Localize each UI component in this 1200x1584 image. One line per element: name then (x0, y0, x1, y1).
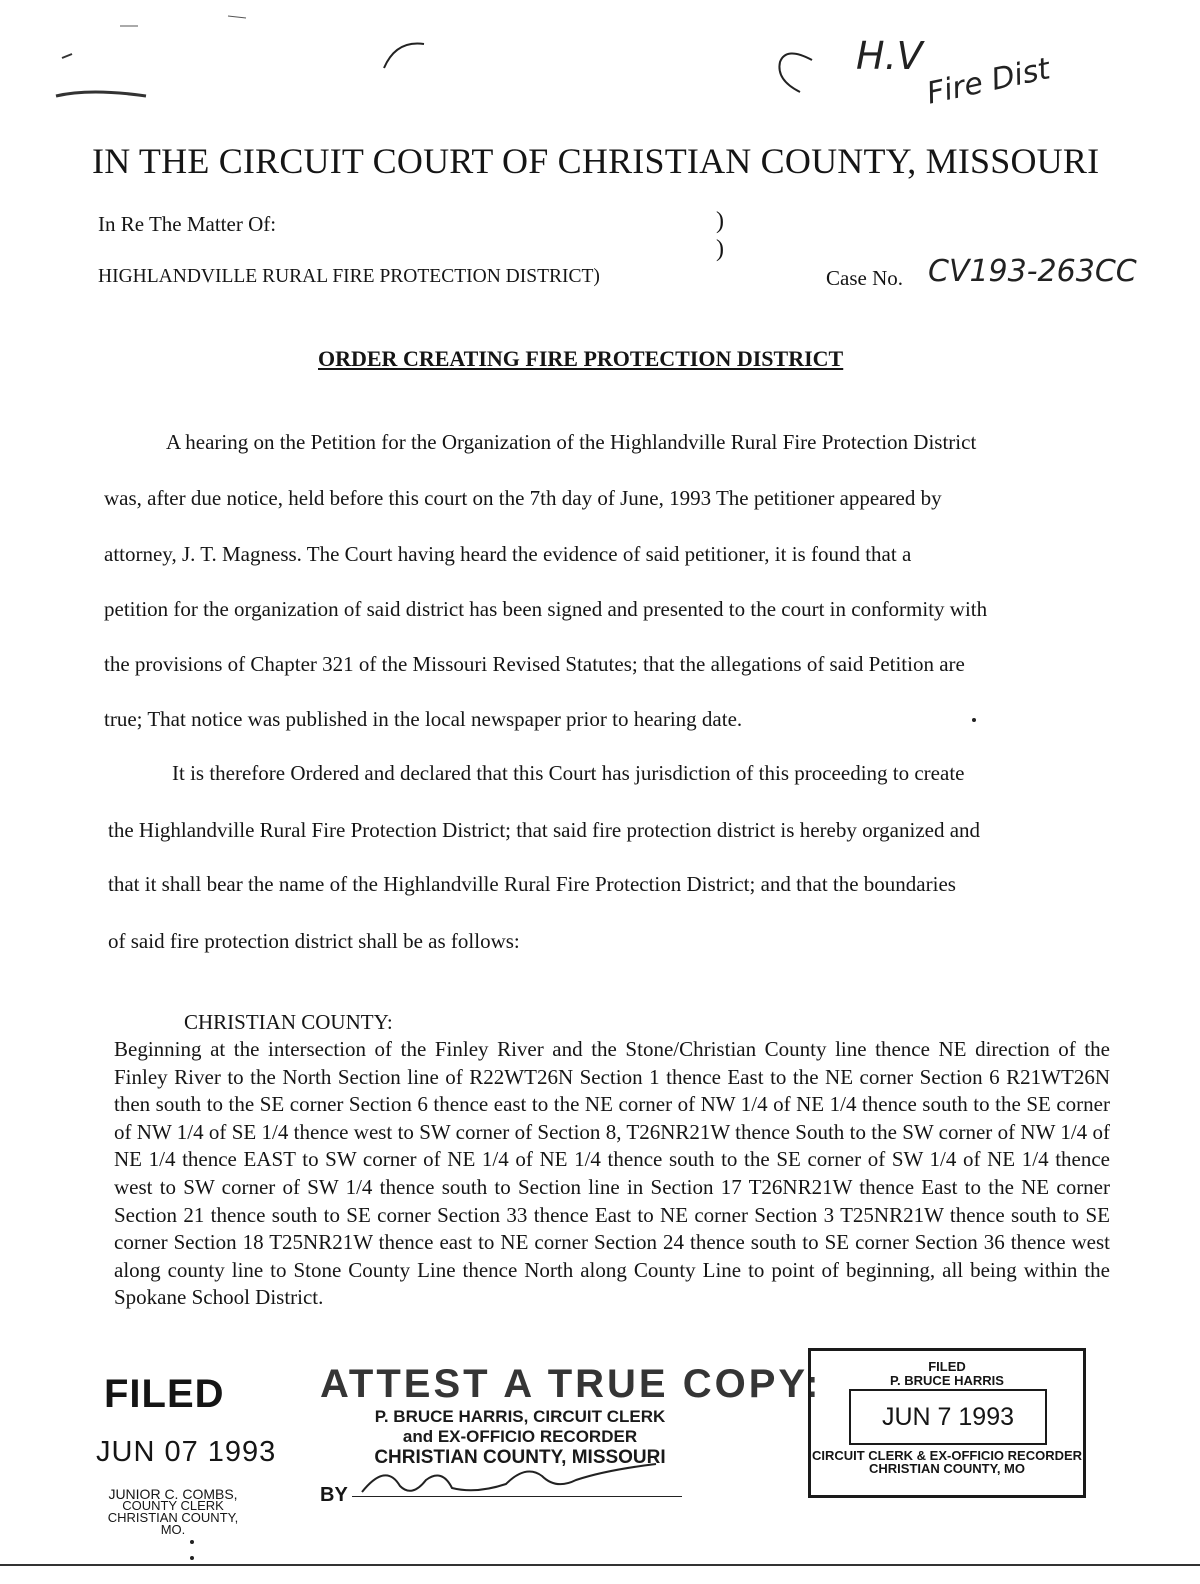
scan-speck (972, 718, 976, 722)
attest-county: CHRISTIAN COUNTY, MISSOURI (374, 1447, 666, 1468)
paragraph-line: was, after due notice, held before this court on the 7th day of June, 1993 The petitioner appeared by (104, 486, 942, 510)
paragraph-line: It is therefore Ordered and declared that this Court has jurisdiction of this proceeding to create (172, 761, 965, 785)
circuit-clerk-stamp (808, 1348, 1086, 1498)
paragraph-line: that it shall bear the name of the Highlandville Rural Fire Protection District; and that the boundaries (108, 872, 956, 896)
handwritten-note: H.V (856, 34, 923, 78)
party-name-text: HIGHLANDVILLE RURAL FIRE PROTECTION DISTRICT (98, 266, 594, 287)
case-number: CV193-263CC (928, 254, 1137, 289)
circuit-stamp-footer (811, 1449, 1083, 1475)
court-title: IN THE CIRCUIT COURT OF CHRISTIAN COUNTY, MISSOURI (92, 141, 1100, 181)
caption-paren: ) (716, 236, 724, 262)
caption-paren: ) (593, 266, 600, 287)
in-re-label: In Re The Matter Of: (98, 212, 277, 236)
attest-stamp (320, 1362, 822, 1469)
county-clerk-title: COUNTY CLERK (122, 1498, 224, 1513)
attest-recorder: and EX-OFFICIO RECORDER (402, 1427, 638, 1446)
scan-speck (190, 1540, 194, 1544)
circuit-stamp-date: JUN 7 1993 (881, 1403, 1015, 1431)
paragraph-line: the Highlandville Rural Fire Protection District; that said fire protection district is hereby organized and (108, 818, 981, 842)
paragraph-line: of said fire protection district shall be as follows: (108, 929, 520, 953)
boundary-description: Beginning at the intersection of the Finley River and the Stone/Christian County line thence NE direction of the Finley River to the North Section line of R22WT26N Section 1 thence East to the NE corner Section 6 R21WT26N then south to the SE corner Section 6 thence east to the NE corner of NW 1/4 of NE 1/4 thence south to the SE corner of NW 1/4 of SE 1/4 thence west to SW corner of Section 8, T26NR21W thence South to the SW corner of NW 1/4 of NE 1/4 thence EAST to SW corner of NE 1/4 of NE 1/4 thence south to the SE corner of SW 1/4 of NE 1/4 thence west to SW corner of SW 1/4 thence south to Section line in Section 17 T26NR21W thence East to the NE corner Section 21 thence south to SE corner Section 33 thence East to NE corner Section 3 T25NR21W thence south to SE corner Section 18 T25NR21W thence east to NE corner Section 24 thence south to SE corner Section 36 thence west along county line to Stone County Line thence North along County Line to point of beginning, all being within the Spokane School District. (114, 1037, 1110, 1310)
scan-speck (190, 1556, 194, 1560)
paragraph-line: petition for the organization of said district has been signed and presented to the court in conformity with (104, 597, 988, 621)
paragraph-line: attorney, J. T. Magness. The Court having heard the evidence of said petitioner, it is found that a (104, 542, 912, 566)
paragraph-line: A hearing on the Petition for the Organization of the Highlandville Rural Fire Protection District (166, 430, 977, 454)
paragraph-line: true; That notice was published in the local newspaper prior to hearing date. (104, 707, 743, 731)
case-number-label: Case No. (826, 266, 903, 290)
order-heading: ORDER CREATING FIRE PROTECTION DISTRICT (318, 346, 844, 371)
boundary-county-label: CHRISTIAN COUNTY: (184, 1010, 393, 1034)
caption-paren: ) (716, 208, 724, 234)
circuit-stamp-footer-county: CHRISTIAN COUNTY, MO (869, 1461, 1025, 1476)
attest-title: ATTEST A TRUE COPY: (320, 1362, 822, 1406)
circuit-stamp-date-box (849, 1389, 1047, 1445)
page-bottom-edge (0, 1564, 1200, 1566)
signature-scribble (356, 1458, 676, 1498)
county-clerk-block (98, 1488, 248, 1536)
attest-by-label: BY (320, 1484, 348, 1506)
handwritten-note: Fire Dist (923, 51, 1054, 112)
filed-stamp-label: FILED (104, 1372, 225, 1416)
paragraph-line: the provisions of Chapter 321 of the Missouri Revised Statutes; that the allegations of said Petition are (104, 652, 965, 676)
filed-stamp-date: JUN 07 1993 (96, 1436, 277, 1468)
party-name (98, 266, 600, 288)
attest-clerk: P. BRUCE HARRIS, CIRCUIT CLERK (374, 1407, 666, 1426)
circuit-stamp-footer-title: CIRCUIT CLERK & EX-OFFICIO RECORDER (811, 1448, 1083, 1463)
circuit-stamp-filed: FILED (928, 1359, 966, 1374)
circuit-stamp-clerk: P. BRUCE HARRIS (890, 1373, 1004, 1388)
county-clerk-county: CHRISTIAN COUNTY, MO. (107, 1510, 239, 1537)
county-clerk-name: JUNIOR C. COMBS, (108, 1486, 238, 1502)
